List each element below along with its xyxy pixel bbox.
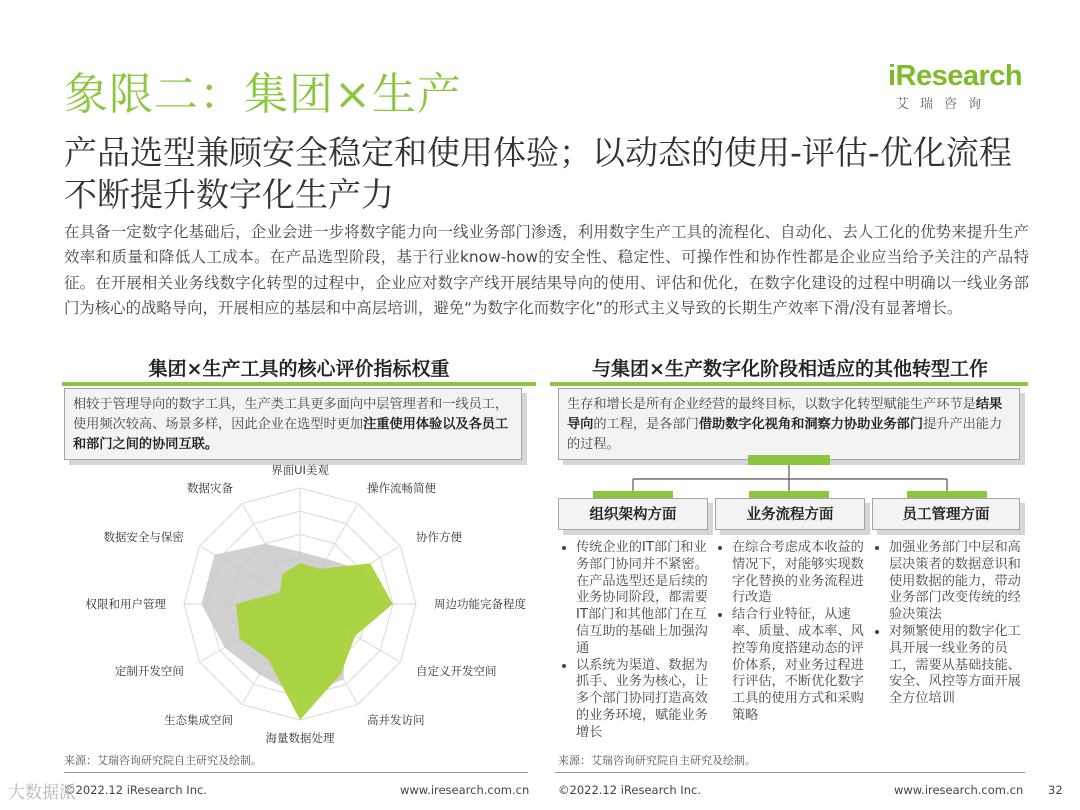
footer-rule-left bbox=[64, 772, 528, 773]
left-callout-bold: 注重使用体验以及各员工和部门之间的协同互联。 bbox=[73, 417, 509, 452]
section-title: 象限二：集团×生产 bbox=[64, 69, 462, 120]
right-panel-divider bbox=[550, 382, 1028, 386]
right-callout-text-1: 生存和增长是所有企业经营的最终目标，以数字化转型赋能生产环节是 bbox=[567, 397, 976, 412]
right-callout-text-2: 的工程，是各部门 bbox=[593, 417, 699, 432]
column-head-org: 组织架构方面 bbox=[558, 498, 708, 530]
radar-axis-label: 数据安全与保密 bbox=[103, 530, 184, 544]
radar-axis-label: 权限和用户管理 bbox=[85, 597, 166, 611]
tree-root-bar bbox=[748, 455, 830, 465]
right-callout-text-3: 提升产出能力的过程。 bbox=[567, 417, 1003, 452]
list-item: • 对频繁使用的数字化工具开展一线业务的员工，需要从基础技能、安全、风控等方面开展全方位培训 bbox=[889, 624, 1021, 708]
list-item: • 以系统为渠道、数据为抓手、业务为核心，让多个部门协同打造高效的业务环境，赋能业务增长 bbox=[576, 658, 708, 742]
column-head-staff: 员工管理方面 bbox=[872, 498, 1020, 530]
right-callout bbox=[558, 388, 1020, 460]
right-panel-title: 与集团×生产数字化阶段相适应的其他转型工作 bbox=[592, 358, 988, 380]
list-item: • 在综合考虑成本收益的情况下，对能够实现数字化替换的业务流程进行改造 bbox=[732, 540, 864, 607]
radar-axis-label: 海量数据处理 bbox=[265, 731, 335, 745]
left-panel-divider bbox=[62, 382, 536, 386]
radar-axis-label: 界面UI美观 bbox=[271, 463, 329, 477]
iresearch-logo bbox=[888, 60, 1028, 112]
left-callout-text: 相较于管理导向的数字工具，生产类工具更多面向中层管理者和一线员工，使用频次较高、场景多样，因此企业在选型时更加 bbox=[73, 397, 509, 432]
column-list-staff bbox=[875, 540, 1021, 708]
radar-axis-label: 生态集成空间 bbox=[164, 713, 233, 728]
column-head-process: 业务流程方面 bbox=[715, 498, 865, 530]
right-callout-bold-2: 借助数字化视角和洞察力协助业务部门 bbox=[698, 417, 924, 432]
watermark: 大数据派 bbox=[8, 783, 76, 803]
radar-axis-label: 定制开发空间 bbox=[114, 664, 184, 678]
right-source: 来源：艾瑞咨询研究院自主研究及绘制。 bbox=[558, 754, 756, 767]
footer-left-copyright: ©2022.12 iResearch Inc. bbox=[64, 783, 207, 797]
radar-axis-label: 操作流畅简便 bbox=[367, 480, 436, 495]
list-item: • 加强业务部门中层和高层决策者的数据意识和使用数据的能力，带动业务部门改变传统的经验决策法 bbox=[889, 540, 1021, 624]
column-list-process bbox=[718, 540, 864, 725]
radar-series bbox=[201, 544, 392, 720]
radar-axis-label: 高并发访问 bbox=[367, 713, 425, 728]
footer-right-copyright: ©2022.12 iResearch Inc. bbox=[558, 783, 701, 797]
left-source: 来源：艾瑞咨询研究院自主研究及绘制。 bbox=[64, 754, 262, 767]
logo-cn: 艾瑞咨询 bbox=[896, 97, 993, 112]
radar-axis-label: 自定义开发空间 bbox=[416, 664, 497, 678]
radar-axis-label: 数据灾备 bbox=[187, 480, 233, 495]
radar-chart bbox=[64, 462, 534, 752]
logo-brand: iResearch bbox=[888, 60, 1023, 92]
footer-right-url: www.iresearch.com.cn bbox=[894, 783, 1024, 797]
page-number: 32 bbox=[1048, 783, 1063, 797]
list-item: • 传统企业的IT部门和业务部门协同并不紧密。在产品选型还是后续的业务协同阶段，都需要IT部门和其他部门在互信互助的基础上加强沟通 bbox=[576, 540, 708, 658]
left-panel-title: 集团×生产工具的核心评价指标权重 bbox=[148, 358, 450, 380]
radar-axis-label: 周边功能完备程度 bbox=[434, 597, 526, 611]
tree-connector bbox=[555, 455, 1025, 500]
left-callout bbox=[64, 388, 522, 460]
list-item: • 结合行业特征，从速率、质量、成本率、风控等角度搭建动态的评价体系，对业务过程进行评估，不断优化数字工具的使用方式和采购策略 bbox=[732, 607, 864, 725]
headline: 产品选型兼顾安全稳定和使用体验；以动态的使用-评估-优化流程不断提升数字化生产力 bbox=[64, 133, 1012, 214]
footer-rule-right bbox=[555, 772, 1025, 773]
radar-axis-label: 协作方便 bbox=[416, 530, 463, 544]
right-callout-bold-1: 结果导向 bbox=[567, 397, 1003, 432]
footer-left-url: www.iresearch.com.cn bbox=[400, 783, 530, 797]
column-list-org bbox=[562, 540, 708, 742]
intro-paragraph: 在具备一定数字化基础后，企业会进一步将数字能力向一线业务部门渗透，利用数字生产工具的流程化、自动化、去人工化的优势来提升生产效率和质量和降低人工成本。在产品选型阶段，基于行业know-how的安全性、稳定性、可操作性和协作性都是企业应当给予关注的产品特征。在开展相关业务线数字化转型的过程中，企业应对数字产线开展结果导向的使用、评估和优化，在数字化建设的过程中明确以一线业务部门为核心的战略导向，开展相应的基层和中高层培训，避免“为数字化而数字化”的形式主义导致的长期生产效率下滑/没有显著增长。 bbox=[64, 223, 1029, 318]
